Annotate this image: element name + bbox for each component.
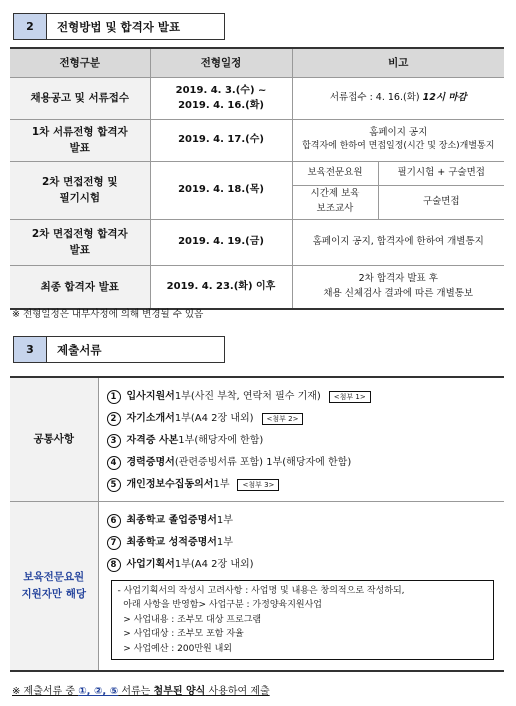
row-date: [150, 77, 292, 119]
row-note: [292, 77, 504, 119]
item-detail: 1부(사진 부착, 연락처 필수 기재): [174, 391, 321, 403]
item-number: 3: [107, 434, 121, 448]
section-number: 2: [13, 13, 47, 40]
label-line: 보조교사: [316, 203, 354, 214]
row-label: [10, 161, 150, 219]
sub-label: [292, 185, 378, 219]
note-line: 채용 신체검사 결과에 따른 개별통보: [323, 287, 474, 299]
document-item: [107, 510, 505, 532]
row-date: 2019. 4. 23.(화) 이후: [150, 265, 292, 309]
box-line: > 사업예산 : 200만원 내외: [117, 643, 232, 654]
table-row: [10, 501, 504, 671]
date-line: 2019. 4. 16.(화): [178, 100, 264, 111]
table-row: [10, 219, 504, 265]
special-items: [98, 501, 504, 671]
row-date: 2019. 4. 17.(수): [150, 119, 292, 161]
item-name: 입사지원서: [126, 391, 175, 403]
item-name: 개인정보수집동의서: [126, 479, 214, 491]
row-label: [10, 219, 150, 265]
row-note: [292, 119, 504, 161]
row-date: 2019. 4. 18.(목): [150, 161, 292, 219]
item-detail: 1부(A4 2장 내외): [174, 558, 254, 570]
label-line: 발표: [69, 244, 90, 256]
item-detail: (관련증빙서류 포함) 1부(해당자에 한함): [174, 457, 352, 469]
col-header-type: 전형구분: [10, 48, 150, 77]
section-title: 전형방법 및 합격자 발표: [47, 13, 225, 40]
item-number: 4: [107, 456, 121, 470]
item-number: 7: [107, 536, 121, 550]
label-line: 발표: [69, 142, 90, 154]
item-number: 8: [107, 558, 121, 572]
label-line: 보육전문요원: [23, 571, 85, 584]
table-row: [10, 265, 504, 309]
box-line: > 사업대상 : 조부모 포함 자율: [117, 629, 244, 640]
special-label: [10, 501, 98, 671]
row-note: [292, 265, 504, 309]
item-detail: 1부: [216, 536, 233, 548]
attachment-tag: <첨부 1>: [329, 391, 371, 403]
section-title: 제출서류: [47, 336, 225, 363]
box-line: - 사업기획서의 작성시 고려사항 : 사업명 및 내용은 창의적으로 작성하되,: [117, 585, 405, 596]
row-label: [10, 119, 150, 161]
sub-value: 필기시험 + 구술면접: [378, 161, 504, 185]
schedule-footnote: ※ 전형일정은 내부사정에 의해 변경될 수 있음: [12, 309, 204, 320]
label-line: 2차 면접전형 및: [42, 175, 118, 188]
item-detail: 1부: [213, 479, 230, 491]
item-name: 경력증명서: [126, 457, 175, 469]
item-number: 6: [107, 514, 121, 528]
item-detail: 1부(A4 2장 내외): [174, 413, 254, 425]
table-row: [10, 119, 504, 161]
schedule-table: [10, 47, 504, 310]
item-detail: 1부: [216, 514, 233, 526]
note-suffix: 사용하여 제출: [205, 686, 270, 697]
item-number: 5: [107, 478, 121, 492]
document-item: [107, 452, 505, 474]
item-name: 최종학교 성적증명서: [126, 536, 217, 548]
col-header-date: 전형일정: [150, 48, 292, 77]
row-note: 홈페이지 공지, 합격자에 한하여 개별통지: [292, 219, 504, 265]
note-line: 합격자에 한하여 면접일정(시간 및 장소)개별통지: [302, 141, 495, 152]
label-line: 지원자만 해당: [21, 587, 86, 600]
item-name: 자기소개서: [126, 413, 175, 425]
box-line: > 사업내용 : 조부모 대상 프로그램: [117, 614, 262, 625]
section-number: 3: [13, 336, 47, 363]
row-label: 채용공고 및 서류접수: [10, 77, 150, 119]
document-item: [107, 386, 505, 408]
row-label: 최종 합격자 발표: [10, 265, 150, 309]
document-item: [107, 408, 505, 430]
item-name: 최종학교 졸업증명서: [126, 514, 217, 526]
note-prefix: ※ 제출서류 중: [12, 686, 79, 697]
col-header-note: 비고: [292, 48, 504, 77]
table-row: [10, 161, 504, 185]
deadline-text: 12시 마감: [422, 91, 467, 103]
date-line: 2019. 4. 3.(수) ~: [175, 84, 267, 96]
item-number: 2: [107, 412, 121, 426]
document-item: [107, 430, 505, 452]
item-number: 1: [107, 390, 121, 404]
label-line: 시간제 보육: [310, 188, 360, 200]
common-label: 공통사항: [10, 377, 98, 501]
note-line: 2차 합격자 발표 후: [358, 273, 438, 285]
document-item: [107, 474, 505, 496]
section-3-header: [13, 336, 225, 363]
documents-table: [10, 376, 504, 672]
document-item: [107, 532, 505, 554]
label-line: 1차 서류전형 합격자: [31, 125, 128, 138]
sub-label: 보육전문요원: [292, 161, 378, 185]
table-row: [10, 77, 504, 119]
label-line: 2차 면접전형 합격자: [31, 227, 128, 240]
note-line: 홈페이지 공지: [369, 126, 428, 138]
business-plan-notes: [111, 580, 495, 661]
item-detail: 1부(해당자에 한함): [178, 435, 264, 447]
label-line: 필기시험: [59, 192, 101, 204]
note-numbers: ①, ②, ⑤: [78, 686, 119, 697]
common-items: [98, 377, 504, 501]
note-emphasis: 첨부된 양식: [153, 686, 206, 697]
attachment-tag: <첨부 2>: [262, 413, 304, 425]
row-date: 2019. 4. 19.(금): [150, 219, 292, 265]
sub-value: 구술면접: [378, 185, 504, 219]
note-mid: 서류는: [118, 686, 154, 697]
item-name: 자격증 사본: [126, 435, 179, 447]
item-name: 사업기획서: [126, 558, 175, 570]
section-2-header: [13, 13, 225, 40]
attachment-tag: <첨부 3>: [237, 479, 279, 491]
submission-note: [12, 682, 270, 697]
note-text: 서류접수 : 4. 16.(화): [329, 91, 423, 103]
box-line: 아래 사항을 반영함> 사업구분 : 가정양육지원사업: [117, 600, 322, 611]
table-row: [10, 377, 504, 501]
document-item: [107, 554, 505, 576]
